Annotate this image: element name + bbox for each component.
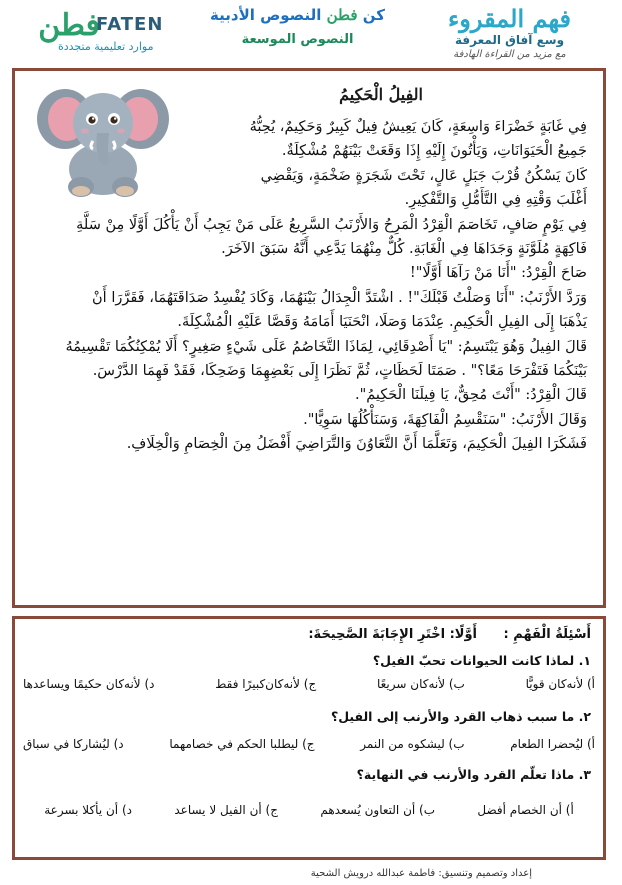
faten-logo	[28, 8, 188, 63]
story-line: قَالَ الْقِرْدُ: "أَنْتَ مُحِقٌّ، يَا فِيلَنَا الْحَكِيمُ".	[354, 387, 587, 404]
story-line: فِي غَابَةٍ خَضْرَاءَ وَاسِعَةٍ، كَانَ يَعِيشُ فِيلٌ كَبِيرٌ وَحَكِيمٌ، يُحِبُّهُ	[249, 119, 587, 135]
question-text: ١. لماذا كانت الحيوانات تحبّ الفيل؟	[372, 653, 591, 668]
story-line: جَمِيعُ الْحَيَوَانَاتِ، وَيَأْتُونَ إِلَيْهِ إِذَا وَقَعَتْ بَيْنَهُمْ مُشْكِلَةٌ.	[281, 143, 587, 160]
story-title: الفِيلُ الْحَكِيمُ	[339, 85, 423, 104]
brand-block	[407, 4, 612, 60]
footer-credit: إعداد وتصميم وتنسيق: فاطمة عبدالله درويش الشحية	[310, 868, 532, 879]
question-text: ٢. ما سبب ذهاب القرد والأرنب إلى الفيل؟	[330, 709, 591, 724]
story-line: فِي يَوْمٍ صَافٍ، تَخَاصَمَ الْقِرْدُ الْمَرِحُ وَالأَرْنَبُ السَّرِيعُ عَلَى مَنْ يَجِبُ أَنْ يَأْكُلَ أَوَّلًا مِنْ سَلَّةِ	[76, 216, 587, 233]
series-accent: فطن	[326, 6, 358, 24]
story-line: يَذْهَبَا إِلَى الفِيلِ الْحَكِيمِ. عِنْدَمَا وَصَلَا، انْحَنَيَا أَمَامَهُ وَقَصَّا عَلَيْهِ الْمُشْكِلَةَ.	[177, 314, 587, 331]
option-c[interactable]: ج) لأنه‌كان‌كبيرًا فقط	[215, 677, 317, 691]
series-prefix: كن	[362, 6, 385, 24]
story-line: كَانَ يَسْكُنُ قُرْبَ جَبَلٍ عَالٍ، تَحْتَ شَجَرَةٍ ضَخْمَةٍ، وَيَقْضِي	[260, 167, 587, 184]
questions-box	[12, 616, 606, 860]
story-line: صَاحَ الْقِرْدُ: "أَنَا مَنْ رَآهَا أَوَّلًا"!	[409, 265, 587, 282]
answer-options	[23, 677, 595, 691]
page-header	[0, 0, 622, 66]
logo-english: FATEN	[96, 14, 164, 35]
option-b[interactable]: ب) ليشكوه من النمر	[360, 737, 465, 751]
section-title: النصوص الموسعة	[241, 32, 354, 47]
option-a[interactable]: أ) أن الخصام أفضل	[477, 803, 574, 817]
option-b[interactable]: ب) لأنه‌كان سريعًا	[376, 677, 465, 691]
story-line: فَشَكَرَا الفِيلَ الْحَكِيمَ، وَتَعَلَّمَا أَنَّ التَّعَاوُنَ وَالتَّرَاضِيَ أَفْضَلُ مِنَ الْخِصَامِ وَالْخِلَافِ.	[126, 436, 587, 453]
story-line: فَاكِهَةٍ مُلَوَّنَةٍ وَجَدَاهَا فِي الْغَابَةِ. كُلٌّ مِنْهُمَا يَدَّعِي أَنَّهُ سَبَقَ الآخَرَ.	[221, 241, 587, 258]
story-line: وَرَدَّ الأَرْنَبُ: "أَنَا وَصَلْتُ قَبْلَكَ"! . اشْتَدَّ الْجِدَالُ بَيْنَهُمَا، وَكَادَ يُفْسِدُ صَدَاقَتَهُمَا، فَقَرَّرَا أَنْ	[92, 289, 587, 306]
story-box	[12, 68, 606, 608]
story-line: بَيْنَكُمَا فَتَفْرَحَا مَعًا؟" . صَمَتَا لَحَظَاتٍ، ثُمَّ نَظَرَا إِلَى بَعْضِهِمَا وَضَحِكَا، فَقَدْ فَهِمَا الدَّرْسَ.	[92, 363, 587, 380]
option-c[interactable]: ج) أن الفيل لا يساعد	[174, 803, 278, 817]
story-line: قَالَ الفِيلُ وَهُوَ يَبْتَسِمُ: "يَا أَصْدِقَائِي، لِمَاذَا التَّخَاصُمُ عَلَى شَيْءٍ صَغِيرٍ؟ أَلَا يُمْكِنُكُمَا تَقْسِيمُهُ	[65, 338, 587, 355]
option-d[interactable]: د) لأنه‌كان حكيمًا ويساعدها	[23, 677, 155, 691]
brand-tagline: مع مزيد من القراءة الهادفة	[453, 49, 566, 60]
questions-label: أَسْئِلَةُ الْفَهْمِ :	[503, 627, 591, 642]
answer-options	[23, 737, 595, 751]
brand-title: فهم المقروء	[448, 4, 571, 33]
series-suffix: النصوص الأدبية	[210, 6, 322, 24]
logo-arabic: فطن	[38, 8, 100, 43]
option-c[interactable]: ج) ليطلبا الحكم في خصامهما	[169, 737, 315, 751]
story-text	[27, 115, 587, 457]
questions-instruction: أَوَّلًا: اخْتَرِ الإِجَابَةَ الصَّحِيحَةَ:	[308, 627, 477, 642]
story-line: أَغْلَبَ وَقْتِهِ فِي التَّأَمُّلِ وَالتَّفْكِيرِ.	[404, 192, 587, 209]
option-a[interactable]: أ) لأنه‌كان قويًّا	[525, 677, 595, 691]
option-d[interactable]: د) أن يأكلا بسرعة	[44, 803, 132, 817]
series-block	[190, 6, 405, 47]
option-d[interactable]: د) ليُشاركا في سباق	[23, 737, 124, 751]
option-a[interactable]: أ) ليُحضرا الطعام	[510, 737, 595, 751]
option-b[interactable]: ب) أن التعاون يُسعدهم	[320, 803, 436, 817]
logo-tagline: موارد تعليمية متجددة	[58, 40, 154, 53]
questions-header	[308, 627, 591, 642]
question-text: ٣. ماذا تعلّم القرد والأرنب في النهاية؟	[356, 767, 591, 782]
brand-subtitle: وسع آفاق المعرفة	[454, 33, 565, 47]
answer-options	[23, 803, 595, 817]
series-title	[190, 6, 405, 24]
story-line: وَقَالَ الأَرْنَبُ: "سَنَقْسِمُ الْفَاكِهَةَ، وَسَنَأْكُلُهَا سَوِيًّا".	[303, 411, 587, 428]
